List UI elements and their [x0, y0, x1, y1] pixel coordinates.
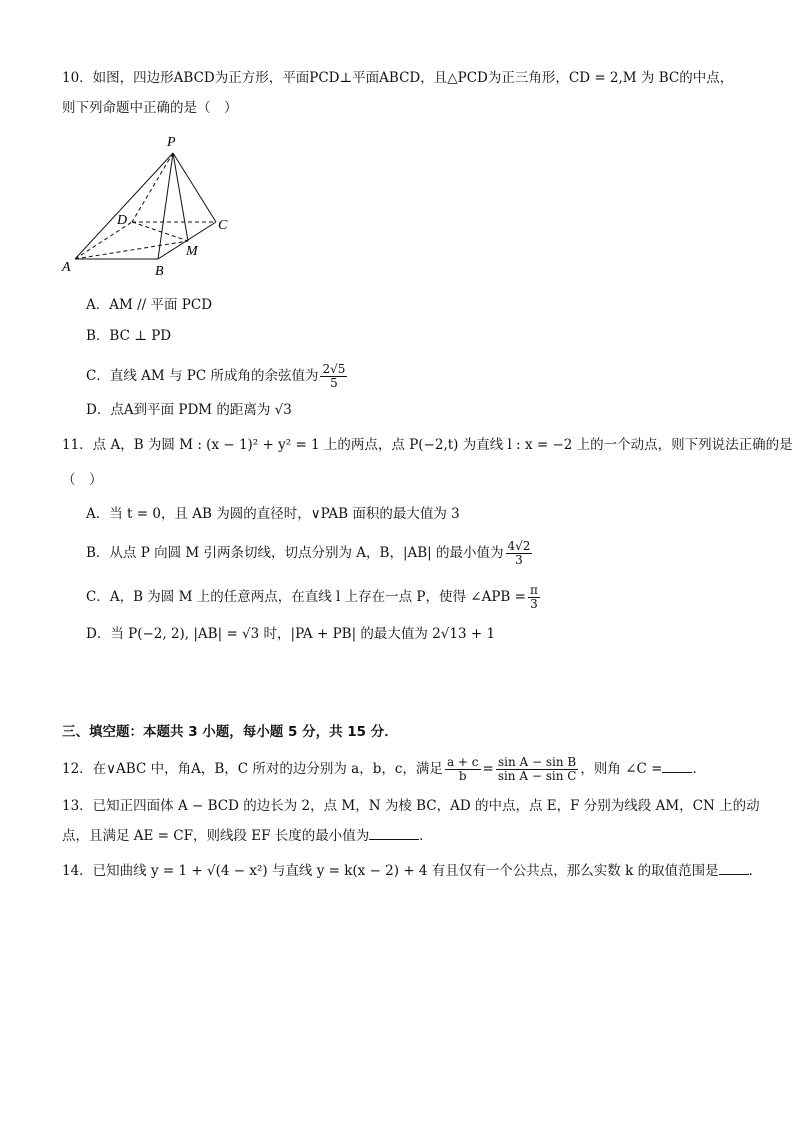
q13-answer-blank[interactable] [369, 839, 419, 840]
q11-option-c-fraction [528, 584, 540, 611]
q12-f1-num: a + c [446, 755, 479, 769]
q12-end: ． [692, 761, 706, 777]
q14-end: ． [748, 863, 763, 879]
q12-tail: ，则角 ∠C = [580, 761, 663, 777]
q10-option-a: A．AM // 平面 PCD [86, 297, 213, 313]
q11-option-a: A．当 t = 0，且 AB 为圆的直径时，∨PAB 面积的最大值为 3 [86, 506, 460, 522]
q11-stem-line2: （ ） [62, 472, 103, 488]
q10-option-d: D．点A到平面 PDM 的距离为 √3 [86, 402, 292, 418]
q10-option-b: B．BC ⊥ PD [86, 328, 172, 344]
pyramid-figure [55, 128, 245, 278]
q12-f2-den: sin A − sin C [497, 769, 577, 783]
q14-stem [62, 861, 762, 881]
q13-end: ． [419, 828, 433, 844]
section-3-heading: 三、填空题：本题共 3 小题，每小题 5 分，共 15 分． [62, 724, 398, 740]
q14-answer-blank[interactable] [719, 874, 749, 875]
q13-stem-line2 [62, 826, 433, 846]
q10-stem-line1: 10．如图，四边形ABCD为正方形，平面PCD⊥平面ABCD，且△PCD为正三角形，CD = 2,M 为 BC的中点， [62, 70, 734, 86]
q12-f2-num: sin A − sin B [496, 756, 579, 770]
q11-stem-line1: 11．点 A，B 为圆 M : (x − 1)² + y² = 1 上的两点，点 P(−2,t) 为直线 l : x = −2 上的一个动点，则下列说法正确的是 [62, 437, 793, 453]
edge-PM [173, 153, 188, 241]
q11-option-c [86, 584, 542, 611]
q11-option-c-num: π [529, 583, 538, 597]
q11-option-b-text: B．从点 P 向圆 M 引两条切线，切点分别为 A，B，|AB| 的最小值为 [86, 545, 504, 561]
edge-PD [132, 153, 173, 222]
q13-stem-line1: 13．已知正四面体 A − BCD 的边长为 2，点 M，N 为棱 BC，AD 的中点，点 E，F 分别为线段 AM，CN 上的动 [62, 798, 760, 814]
label-C: C [218, 218, 228, 233]
q11-option-b-fraction [506, 540, 533, 567]
edge-PB [158, 153, 173, 259]
q14-text: 14．已知曲线 y = 1 + √(4 − x²) 与直线 y = k(x − 2) + 4 有且仅有一个公共点，那么实数 k 的取值范围是 [62, 863, 719, 879]
q12-fraction-left [445, 756, 481, 783]
q11-option-d: D．当 P(−2, 2), |AB| = √3 时，|PA + PB| 的最大值为 2√13 + 1 [86, 626, 496, 642]
label-D: D [117, 213, 128, 228]
q10-option-c [86, 363, 349, 390]
q11-option-b-num: 4√2 [507, 539, 531, 553]
q12-f1-den: b [458, 769, 467, 783]
q11-option-b-den: 3 [515, 553, 523, 567]
q10-option-c-den: 5 [330, 376, 338, 390]
edge-DM [132, 222, 188, 241]
q12-equals: = [482, 761, 494, 777]
label-B: B [155, 264, 164, 278]
q10-option-c-text: C．直线 AM 与 PC 所成角的余弦值为 [86, 368, 319, 384]
label-A: A [62, 260, 71, 275]
edge-PC [173, 153, 216, 222]
q10-option-c-num: 2√5 [322, 362, 346, 376]
q11-option-c-den: 3 [530, 597, 538, 611]
label-P: P [167, 135, 176, 150]
q12-answer-blank[interactable] [662, 772, 692, 773]
q11-option-c-text: C．A，B 为圆 M 上的任意两点，在直线 l 上存在一点 P，使得 ∠APB = [86, 589, 526, 605]
edge-PA [75, 153, 173, 259]
q10-option-c-fraction [320, 363, 347, 390]
q13-text: 点，且满足 AE = CF，则线段 EF 长度的最小值为 [62, 828, 370, 844]
q12-fraction-right [496, 756, 579, 783]
q11-option-b [86, 540, 534, 567]
label-M: M [186, 244, 198, 259]
edge-AM [75, 241, 188, 259]
q10-stem-line2: 则下列命题中正确的是（ ） [62, 100, 238, 116]
q12-stem [62, 756, 706, 783]
q12-text: 12．在∨ABC 中，角A，B，C 所对的边分别为 a，b，c，满足 [62, 761, 443, 777]
